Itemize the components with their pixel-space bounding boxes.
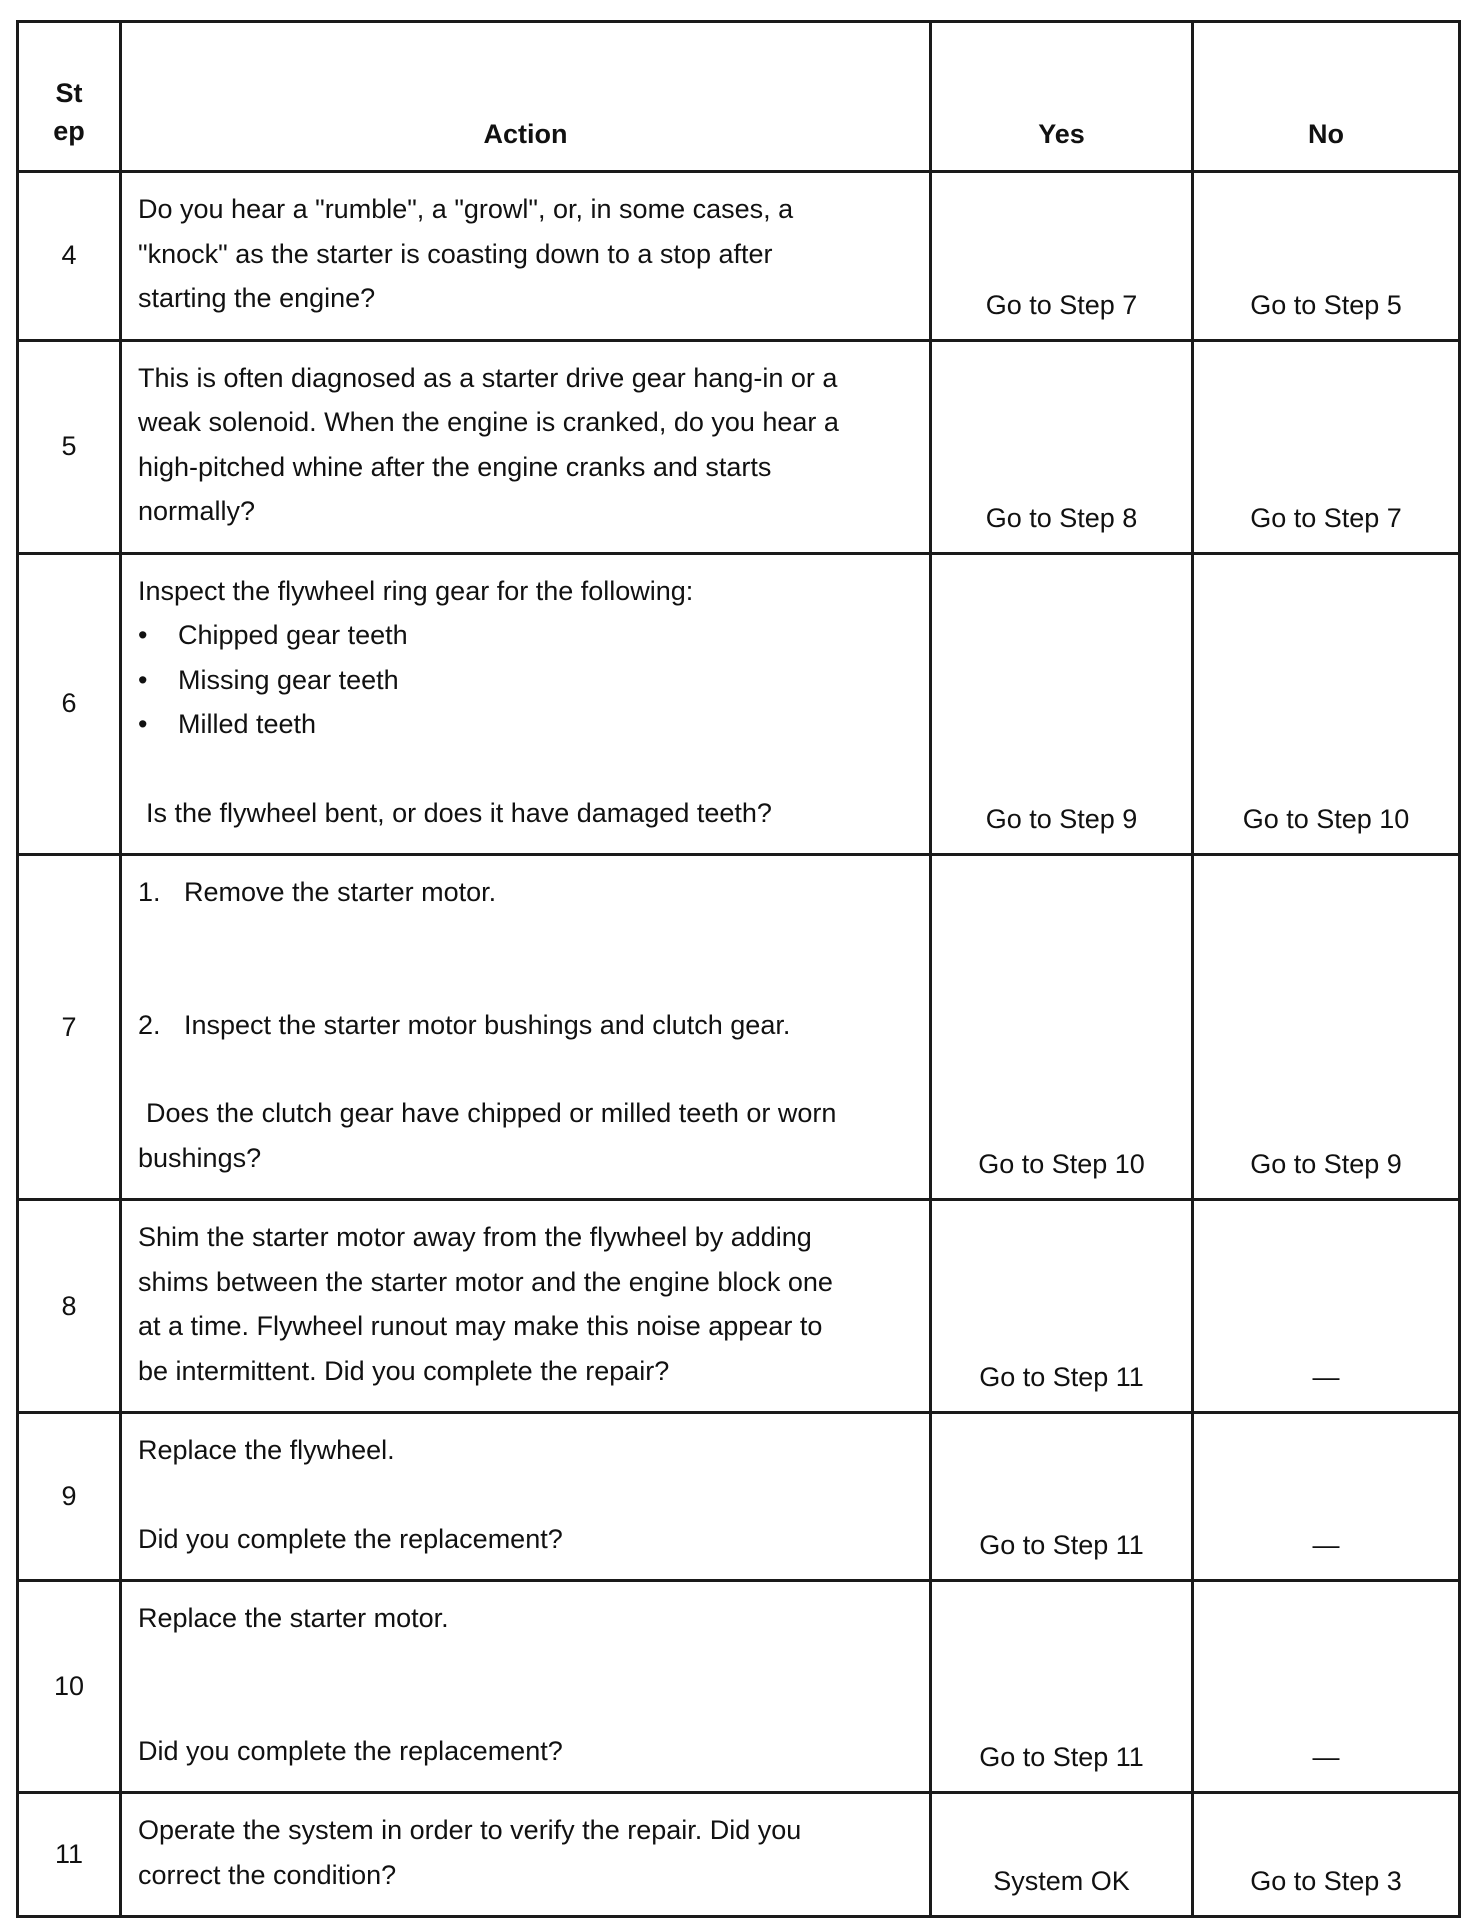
- bullet-item: • Missing gear teeth: [138, 658, 915, 703]
- action-text: high-pitched whine after the engine cranks and starts: [138, 451, 772, 482]
- action-question: Did you complete the replacement?: [138, 1523, 563, 1554]
- yes-cell: Go to Step 11: [931, 1413, 1193, 1581]
- action-text: This is often diagnosed as a starter drive gear hang-in or a: [138, 362, 838, 393]
- table-row: [18, 1413, 1460, 1581]
- step-number: 9: [18, 1413, 121, 1581]
- bullet-item: • Chipped gear teeth: [138, 613, 915, 658]
- action-text: normally?: [138, 496, 256, 526]
- header-no: No: [1193, 22, 1460, 172]
- step-number: 11: [18, 1793, 121, 1917]
- table-row: [18, 340, 1460, 553]
- yes-cell: Go to Step 8: [931, 340, 1193, 553]
- step-number: 10: [18, 1581, 121, 1793]
- action-text: Inspect the flywheel ring gear for the following:: [138, 575, 694, 606]
- yes-cell: Go to Step 7: [931, 172, 1193, 341]
- no-cell: Go to Step 10: [1193, 553, 1460, 855]
- no-cell: [1193, 1200, 1460, 1413]
- action-cell: [121, 1413, 931, 1581]
- no-cell: Go to Step 5: [1193, 172, 1460, 341]
- bullet-item: • Milled teeth: [138, 702, 915, 747]
- action-text: "knock" as the starter is coasting down to a stop after: [138, 238, 773, 269]
- bullet-icon: •: [138, 620, 148, 650]
- action-cell: [121, 1793, 931, 1917]
- action-text: be intermittent. Did you complete the repair?: [138, 1355, 670, 1386]
- bullet-icon: •: [138, 664, 148, 695]
- header-step: [18, 22, 121, 172]
- no-cell: Go to Step 7: [1193, 340, 1460, 553]
- step-number: 7: [18, 855, 121, 1200]
- action-cell: [121, 1581, 931, 1793]
- no-cell: [1193, 1581, 1460, 1793]
- action-cell: [121, 172, 931, 341]
- action-text: Do you hear a "rumble", a "growl", or, in some cases, a: [138, 194, 794, 224]
- step-number: 5: [18, 340, 121, 553]
- table-row: [18, 1581, 1460, 1793]
- dash-icon: —: [1312, 1742, 1340, 1772]
- action-text: Operate the system in order to verify the repair. Did you: [138, 1815, 802, 1845]
- table-row: [18, 1793, 1460, 1917]
- action-question: Does the clutch gear have chipped or milled teeth or worn: [146, 1098, 837, 1128]
- action-text: shims between the starter motor and the engine block one: [138, 1266, 833, 1297]
- action-cell: [121, 553, 931, 855]
- action-cell: [121, 340, 931, 553]
- table-row: [18, 553, 1460, 855]
- step-number: 6: [18, 553, 121, 855]
- table-row: [18, 172, 1460, 341]
- dash-icon: —: [1312, 1362, 1340, 1392]
- no-cell: Go to Step 9: [1193, 855, 1460, 1200]
- yes-cell: Go to Step 10: [931, 855, 1193, 1200]
- yes-cell: Go to Step 11: [931, 1200, 1193, 1413]
- action-text: weak solenoid. When the engine is cranked, do you hear a: [138, 407, 839, 437]
- action-text: starting the engine?: [138, 283, 376, 313]
- numbered-item: 2. Inspect the starter motor bushings and clutch gear.: [138, 1009, 791, 1040]
- step-number: 4: [18, 172, 121, 341]
- no-cell: Go to Step 3: [1193, 1793, 1460, 1917]
- table-row: [18, 855, 1460, 1200]
- yes-cell: System OK: [931, 1793, 1193, 1917]
- header-step-text: ep: [53, 116, 85, 146]
- dash-icon: —: [1312, 1530, 1340, 1560]
- action-question: bushings?: [138, 1142, 262, 1173]
- action-question: Is the flywheel bent, or does it have damaged teeth?: [146, 797, 772, 828]
- yes-cell: Go to Step 11: [931, 1581, 1193, 1793]
- numbered-item: 1. Remove the starter motor.: [138, 877, 497, 907]
- header-step-text: St: [55, 78, 83, 108]
- no-cell: [1193, 1413, 1460, 1581]
- bullet-icon: •: [138, 709, 148, 739]
- header-yes: Yes: [931, 22, 1193, 172]
- diagnostic-table: [16, 20, 1461, 1918]
- header-action: Action: [121, 22, 931, 172]
- action-text: at a time. Flywheel runout may make this noise appear to: [138, 1311, 823, 1341]
- table-row: [18, 1200, 1460, 1413]
- table-header-row: [18, 22, 1460, 172]
- action-text: Shim the starter motor away from the flywheel by adding: [138, 1222, 812, 1252]
- action-question: Did you complete the replacement?: [138, 1735, 563, 1766]
- action-cell: [121, 1200, 931, 1413]
- action-cell: [121, 855, 931, 1200]
- action-text: correct the condition?: [138, 1859, 397, 1890]
- yes-cell: Go to Step 9: [931, 553, 1193, 855]
- action-text: Replace the starter motor.: [138, 1603, 449, 1633]
- step-number: 8: [18, 1200, 121, 1413]
- action-text: Replace the flywheel.: [138, 1435, 395, 1465]
